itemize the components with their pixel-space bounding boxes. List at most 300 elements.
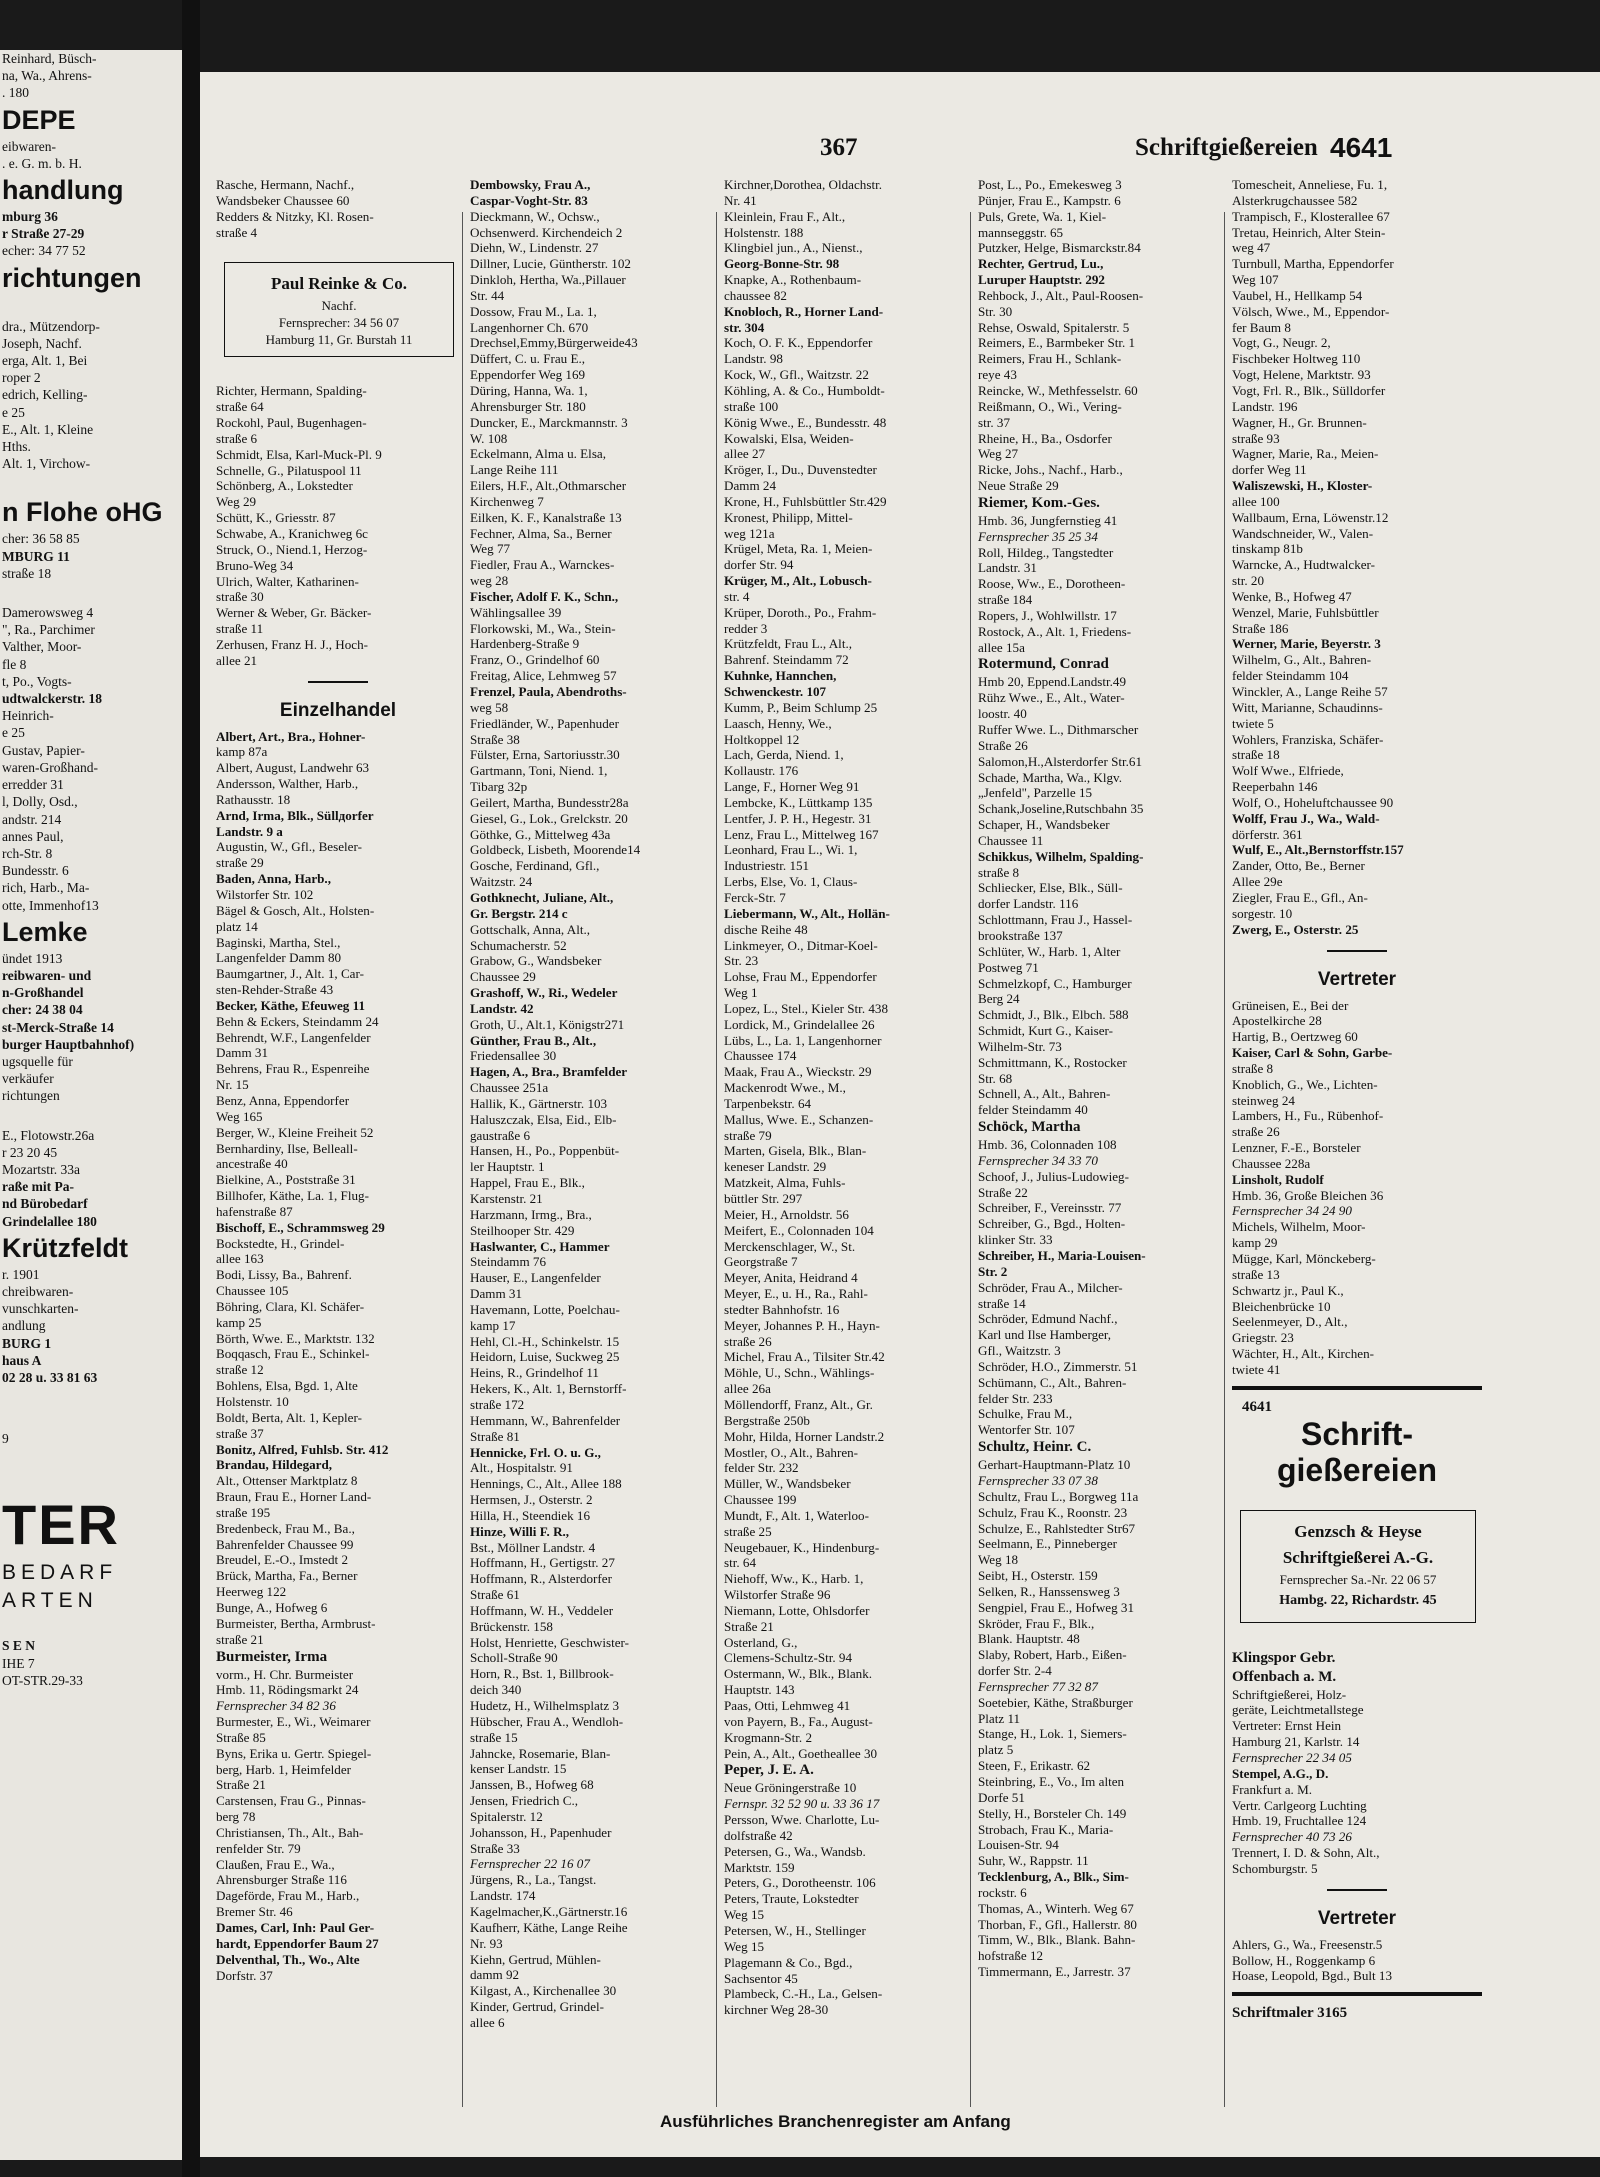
- left-page-line: r. 1901: [2, 1266, 40, 1282]
- directory-entry: gaustraße 6: [470, 1127, 530, 1143]
- directory-entry: Wentorfer Str. 107: [978, 1422, 1075, 1438]
- left-page-line: [0, 472, 182, 494]
- directory-entry: Chaussee 228a: [1232, 1155, 1311, 1171]
- directory-entry: twiete 5: [1232, 715, 1274, 731]
- directory-entry: Langenfelder Damm 80: [216, 950, 342, 966]
- directory-entry: platz 5: [978, 1742, 1014, 1758]
- left-page-line: e 25: [2, 725, 25, 741]
- advertisement-line: Fernsprecher Sa.-Nr. 22 06 57: [1279, 1571, 1437, 1587]
- directory-entry: Hoffmann, H., Gertigstr. 27: [470, 1555, 615, 1571]
- directory-entry: Hmb. 11, Rödingsmarkt 24: [216, 1682, 359, 1698]
- directory-entry: Neugebauer, K., Hindenburg-: [724, 1539, 880, 1555]
- directory-entry: Wolf Wwe., Elfriede,: [1232, 763, 1344, 779]
- category-number: 4641: [1242, 1398, 1272, 1415]
- directory-entry: Augustin, W., Gfl., Beseler-: [216, 839, 362, 855]
- directory-entry: kamp 17: [470, 1317, 516, 1333]
- directory-entry: Müller, W., Wandsbeker: [724, 1476, 851, 1492]
- directory-entry: Schöck, Martha: [978, 1119, 1081, 1136]
- directory-entry: Strobach, Frau K., Maria-: [978, 1821, 1114, 1837]
- directory-entry: Bredenbeck, Frau M., Ba.,: [216, 1520, 355, 1536]
- directory-entry: Hartig, B., Oertzweg 60: [1232, 1029, 1358, 1045]
- directory-entry: Skröder, Frau F., Blk.,: [978, 1615, 1095, 1631]
- left-page-line: MBURG 11: [2, 548, 70, 564]
- directory-column-1: [216, 177, 460, 2157]
- left-page-line: ARTEN: [2, 1589, 98, 1613]
- directory-entry: Michels, Wilhelm, Moor-: [1232, 1219, 1366, 1235]
- directory-entry: Vogt, Helene, Marktstr. 93: [1232, 367, 1371, 383]
- directory-entry: Wulf, E., Alt.,Bernstorffstr.157: [1232, 842, 1404, 858]
- left-page-line: rch-Str. 8: [2, 845, 53, 861]
- directory-entry: Reimers, E., Barmbeker Str. 1: [978, 335, 1136, 351]
- directory-entry: Baginski, Martha, Stel.,: [216, 934, 341, 950]
- directory-entry: Offenbach a. M.: [1232, 1668, 1337, 1685]
- directory-entry: Karl und Ilse Hamberger,: [978, 1327, 1112, 1343]
- directory-entry: Petersen, W., H., Stellinger: [724, 1922, 866, 1938]
- directory-entry: Mallus, Wwe. E., Schanzen-: [724, 1111, 874, 1127]
- directory-entry: Behrens, Frau R., Espenreihe: [216, 1061, 370, 1077]
- directory-entry: Scholl-Straße 90: [470, 1650, 558, 1666]
- directory-entry: Schönberg, A., Lokstedter: [216, 478, 353, 494]
- directory-entry: Vogt, Frl. R., Blk., Sülldorfer: [1232, 382, 1386, 398]
- directory-entry: Schultz, Frau L., Borgweg 11a: [978, 1488, 1139, 1504]
- directory-entry: Benz, Anna, Eppendorfer: [216, 1092, 350, 1108]
- directory-entry: Damm 31: [216, 1045, 269, 1061]
- directory-entry: kamp 25: [216, 1314, 262, 1330]
- directory-entry: Schwenckestr. 107: [724, 684, 827, 699]
- directory-entry: Reeperbahn 146: [1232, 779, 1318, 795]
- directory-entry: Hardenberg-Straße 9: [470, 636, 580, 652]
- directory-entry: kamp 87a: [216, 744, 268, 760]
- directory-entry: Knobloch, R., Horner Land-: [724, 303, 884, 319]
- directory-entry: Straße 21: [724, 1618, 774, 1634]
- directory-entry: Diehn, W., Lindenstr. 27: [470, 240, 599, 256]
- directory-entry: Weg 107: [1232, 272, 1279, 288]
- directory-entry: allee 26a: [724, 1381, 771, 1397]
- directory-entry: dorfer Str. 2-4: [978, 1663, 1052, 1679]
- directory-entry: Str. 44: [470, 287, 505, 303]
- left-page-line: rich, Harb., Ma-: [2, 880, 90, 896]
- directory-entry: Stelly, H., Borsteler Ch. 149: [978, 1805, 1127, 1821]
- directory-entry: Fernsprecher 22 34 05: [1232, 1749, 1352, 1765]
- directory-entry: Baden, Anna, Harb.,: [216, 871, 331, 887]
- directory-entry: dorfer Landstr. 116: [978, 896, 1079, 912]
- page-header: [200, 128, 1600, 172]
- directory-entry: Gosche, Ferdinand, Gfl.,: [470, 858, 600, 874]
- directory-entry: Griegstr. 23: [1232, 1330, 1294, 1346]
- section-title: Schriftgießereien: [1135, 134, 1318, 161]
- directory-entry: Platz 11: [978, 1710, 1021, 1726]
- directory-entry: straße 29: [216, 855, 264, 871]
- directory-entry: Harzmann, Irmg., Bra.,: [470, 1206, 592, 1222]
- advertisement-line: Hamburg 11, Gr. Burstah 11: [265, 332, 413, 348]
- directory-entry: Hauser, E., Langenfelder: [470, 1270, 601, 1286]
- directory-entry: Riemer, Kom.-Ges.: [978, 494, 1100, 511]
- directory-entry: Bahrenf. Steindamm 72: [724, 652, 849, 668]
- thick-rule: [1232, 1386, 1482, 1390]
- directory-entry: Rechter, Gertrud, Lu.,: [978, 256, 1104, 272]
- directory-entry: loostr. 40: [978, 706, 1027, 722]
- directory-entry: Louisen-Str. 94: [978, 1837, 1059, 1853]
- directory-entry: Warncke, A., Hudtwalcker-: [1232, 557, 1376, 573]
- left-page-text: [0, 50, 182, 1689]
- directory-entry: Becker, Käthe, Efeuweg 11: [216, 997, 365, 1013]
- directory-entry: straße 93: [1232, 430, 1280, 446]
- directory-entry: Meifert, E., Colonnaden 104: [724, 1222, 874, 1238]
- left-page-line: Damerowsweg 4: [2, 605, 94, 621]
- directory-entry: Weg 18: [978, 1552, 1019, 1568]
- directory-entry: reye 43: [978, 367, 1017, 383]
- directory-entry: Ricke, Johs., Nachf., Harb.,: [978, 462, 1123, 478]
- directory-entry: Ropers, J., Wohlwillstr. 17: [978, 607, 1117, 623]
- directory-entry: Schwabe, A., Kranichweg 6c: [216, 525, 368, 541]
- directory-entry: Hekers, K., Alt. 1, Bernstorff-: [470, 1381, 627, 1397]
- directory-entry: Straße 186: [1232, 620, 1289, 636]
- directory-entry: Landstr. 42: [470, 1000, 534, 1016]
- directory-entry: Chaussee 105: [216, 1283, 289, 1299]
- left-page-line: waren-Großhand-: [2, 759, 98, 775]
- page-number: 367: [820, 134, 858, 161]
- directory-entry: Bollow, H., Roggenkamp 6: [1232, 1952, 1376, 1968]
- directory-entry: Krone, H., Fuhlsbüttler Str.429: [724, 493, 887, 509]
- directory-entry: felder Steindamm 40: [978, 1102, 1088, 1118]
- left-page-line: annes Paul,: [2, 828, 64, 844]
- directory-column-5: [1232, 177, 1482, 2157]
- left-page-line: otte, Immenhof13: [2, 897, 99, 913]
- directory-entry: Behrendt, W.F., Langenfelder: [216, 1029, 371, 1045]
- directory-entry: Lembcke, K., Lüttkamp 135: [724, 794, 873, 810]
- directory-entry: dorfer Str. 94: [724, 557, 794, 573]
- directory-entry: Ferck-Str. 7: [724, 889, 786, 905]
- directory-entry: Möllendorff, Franz, Alt., Gr.: [724, 1396, 873, 1412]
- directory-entry: Hübscher, Frau A., Wendloh-: [470, 1713, 624, 1729]
- directory-entry: straße 4: [216, 224, 258, 240]
- directory-entry: Weg 165: [216, 1108, 263, 1124]
- directory-entry: Schoof, J., Julius-Ludowieg-: [978, 1168, 1129, 1184]
- directory-entry: Luruper Hauptstr. 292: [978, 272, 1105, 288]
- directory-entry: Janssen, B., Hofweg 68: [470, 1777, 594, 1793]
- directory-entry: vorm., H. Chr. Burmeister: [216, 1666, 354, 1682]
- category-title: gießereien: [1276, 1451, 1438, 1488]
- directory-entry: straße 14: [978, 1295, 1026, 1311]
- directory-entry: Chaussee 11: [978, 832, 1044, 848]
- directory-entry: dische Reihe 48: [724, 921, 808, 937]
- directory-entry: Straße 85: [216, 1729, 266, 1745]
- left-page-line: echer: 34 77 52: [2, 243, 86, 259]
- left-page-line: st-Merck-Straße 14: [2, 1019, 114, 1035]
- directory-entry: Steindamm 76: [470, 1254, 547, 1270]
- left-page-line: richtungen: [2, 1088, 60, 1104]
- directory-entry: Schröder, Frau A., Milcher-: [978, 1279, 1123, 1295]
- directory-entry: allee 21: [216, 652, 258, 668]
- directory-entry: redder 3: [724, 620, 768, 636]
- directory-entry: Schulke, Frau M.,: [978, 1406, 1073, 1422]
- directory-entry: Dieckmann, W., Ochsw.,: [470, 208, 600, 224]
- directory-entry: Lohse, Frau M., Eppendorfer: [724, 969, 877, 985]
- directory-entry: Jensen, Friedrich C.,: [470, 1793, 579, 1809]
- directory-entry: Str. 68: [978, 1070, 1013, 1086]
- directory-entry: Bodi, Lissy, Ba., Bahrenf.: [216, 1267, 352, 1283]
- directory-entry: Zerhusen, Franz H. J., Hoch-: [216, 636, 368, 652]
- directory-entry: Salomon,H.,Alsterdorfer Str.61: [978, 753, 1143, 769]
- directory-entry: Waitzstr. 24: [470, 874, 533, 890]
- directory-entry: Landstr. 98: [724, 351, 783, 367]
- directory-entry: Lordick, M., Grindelallee 26: [724, 1016, 875, 1032]
- directory-entry: Landstr. 196: [1232, 398, 1298, 414]
- left-page-line: S E N: [2, 1638, 36, 1654]
- directory-entry: Heins, R., Grindelhof 11: [470, 1365, 599, 1381]
- directory-entry: Rockohl, Paul, Bugenhagen-: [216, 415, 367, 431]
- directory-column-4: [978, 177, 1222, 2157]
- directory-entry: Kuhnke, Hannchen,: [724, 668, 837, 684]
- directory-entry: Eilers, H.F., Alt.,Othmarscher: [470, 478, 627, 494]
- advertisement-line: Nachf.: [321, 298, 357, 314]
- directory-entry: Richter, Hermann, Spalding-: [216, 383, 367, 399]
- directory-entry: Straße 38: [470, 731, 520, 747]
- directory-entry: Rheine, H., Ba., Osdorfer: [978, 430, 1112, 446]
- directory-entry: straße 37: [216, 1425, 264, 1441]
- directory-entry: Schmittmann, K., Rostocker: [978, 1054, 1127, 1070]
- directory-entry: Hmb 20, Eppend.Landstr.49: [978, 674, 1127, 690]
- directory-entry: Hallik, K., Gärtnerstr. 103: [470, 1095, 608, 1111]
- directory-entry: Hauptstr. 143: [724, 1682, 795, 1698]
- left-page-line: udtwalckerstr. 18: [2, 691, 102, 707]
- directory-entry: Schlottmann, Frau J., Hassel-: [978, 912, 1133, 928]
- directory-entry: Allee 29e: [1232, 874, 1283, 890]
- directory-entry: Bonitz, Alfred, Fuhlsb. Str. 412: [216, 1441, 389, 1457]
- directory-entry: Krützfeldt, Frau L., Alt.,: [724, 636, 853, 652]
- directory-entry: Karstenstr. 21: [470, 1191, 543, 1206]
- directory-entry: allee 163: [216, 1251, 264, 1267]
- directory-entry: Holst, Henriette, Geschwister-: [470, 1634, 629, 1650]
- left-page-line: BEDARF: [2, 1561, 118, 1585]
- left-page-line: dra., Mützendorp-: [2, 318, 100, 334]
- directory-entry: Gfl., Waitzstr. 3: [978, 1343, 1061, 1359]
- directory-entry: straße 100: [724, 398, 779, 414]
- left-page-line: Krützfeldt: [2, 1232, 128, 1263]
- directory-entry: Johansson, H., Papenhuder: [470, 1824, 612, 1840]
- directory-entry: Fülster, Erna, Sartoriusstr.30: [470, 747, 620, 763]
- directory-entry: Baumgartner, J., Alt. 1, Car-: [216, 966, 364, 982]
- left-page-line: 9: [2, 1431, 9, 1447]
- directory-entry: Timm, W., Blk., Blank. Bahn-: [978, 1932, 1136, 1948]
- directory-entry: Chaussee 29: [470, 969, 536, 985]
- directory-entry: Eckelmann, Alma u. Elsa,: [470, 446, 606, 462]
- directory-entry: Grüneisen, E., Bei der: [1232, 997, 1349, 1013]
- directory-entry: Dageförde, Frau M., Harb.,: [216, 1888, 360, 1904]
- directory-entry: Straße 21: [216, 1777, 266, 1793]
- directory-entry: Bremer Str. 46: [216, 1904, 293, 1920]
- directory-entry: Schade, Martha, Wa., Klgv.: [978, 769, 1123, 785]
- left-page-line: handlung: [2, 175, 124, 206]
- advertisement-line: Schriftgießerei A.-G.: [1282, 1547, 1434, 1567]
- directory-entry: Holstenstr. 10: [216, 1394, 289, 1409]
- directory-entry: Rehse, Oswald, Spitalerstr. 5: [978, 319, 1130, 335]
- directory-entry: Fischer, Adolf F. K., Schn.,: [470, 588, 619, 604]
- directory-entry: Rathausstr. 18: [216, 791, 291, 807]
- advertisement-line: Genzsch & Heyse: [1294, 1521, 1422, 1541]
- directory-entry: Fernsprecher 22 16 07: [470, 1856, 590, 1872]
- directory-entry: Wilstorfer Str. 102: [216, 887, 314, 902]
- directory-entry: Freitag, Alice, Lehmweg 57: [470, 668, 617, 684]
- directory-entry: stedter Bahnhofstr. 16: [724, 1301, 840, 1317]
- directory-entry: Holstenstr. 188: [724, 224, 804, 240]
- directory-entry: Ahrensburger Straße 116: [216, 1872, 347, 1888]
- directory-entry: Florkowski, M., Wa., Stein-: [470, 620, 616, 636]
- directory-entry: steinweg 24: [1232, 1092, 1295, 1108]
- directory-entry: Laasch, Henny, We.,: [724, 715, 832, 731]
- directory-entry: chaussee 82: [724, 287, 787, 303]
- directory-entry: Sengpiel, Frau E., Hofweg 31: [978, 1599, 1135, 1615]
- left-page-line: Gustav, Papier-: [2, 742, 85, 758]
- left-page-line: E., Alt. 1, Kleine: [2, 421, 94, 437]
- directory-entry: Schmidt, Elsa, Karl-Muck-Pl. 9: [216, 446, 382, 462]
- directory-entry: Stange, H., Lok. 1, Siemers-: [978, 1726, 1127, 1742]
- directory-entry: Tomescheit, Anneliese, Fu. 1,: [1232, 177, 1388, 192]
- directory-entry: straße 12: [216, 1362, 264, 1378]
- directory-entry: Franz, O., Grindelhof 60: [470, 652, 600, 668]
- directory-entry: Börth, Wwe. E., Marktstr. 132: [216, 1330, 375, 1346]
- directory-entry: Niemann, Lotte, Ohlsdorfer: [724, 1602, 870, 1618]
- directory-entry: Hehl, Cl.-H., Schinkelstr. 15: [470, 1333, 620, 1349]
- column-divider: [970, 212, 971, 2107]
- directory-entry: Hmb. 19, Fruchtallee 124: [1232, 1813, 1367, 1829]
- directory-entry: Schumacherstr. 52: [470, 937, 567, 953]
- directory-entry: Soetebier, Käthe, Straßburger: [978, 1694, 1133, 1710]
- directory-entry: Ulrich, Walter, Katharinen-: [216, 573, 359, 589]
- directory-entry: felder Steindamm 104: [1232, 668, 1349, 684]
- directory-entry: Linsholt, Rudolf: [1232, 1171, 1324, 1187]
- directory-entry: Marten, Gisela, Blk., Blan-: [724, 1143, 867, 1159]
- directory-entry: Weg 77: [470, 541, 511, 557]
- directory-entry: von Payern, B., Fa., August-: [724, 1713, 873, 1729]
- left-page-line: Reinhard, Büsch-: [2, 51, 97, 66]
- directory-entry: kamp 29: [1232, 1235, 1278, 1251]
- directory-entry: Burmeister, Bertha, Armbrust-: [216, 1615, 376, 1631]
- directory-entry: Landstr. 174: [470, 1888, 536, 1904]
- directory-entry: Clemens-Schultz-Str. 94: [724, 1650, 853, 1666]
- directory-entry: Lopez, L., Stel., Kieler Str. 438: [724, 1000, 889, 1016]
- directory-entry: Mügge, Karl, Mönckeberg-: [1232, 1251, 1376, 1266]
- directory-entry: Landstr. 9 a: [216, 823, 283, 839]
- left-page-line: Joseph, Nachf.: [2, 335, 82, 351]
- page-footer: Ausführliches Branchenregister am Anfang: [660, 2112, 1011, 2131]
- left-page-line: Hths.: [2, 439, 31, 455]
- directory-entry: brookstraße 137: [978, 927, 1063, 943]
- directory-entry: Dames, Carl, Inh: Paul Ger-: [216, 1920, 375, 1935]
- left-page-line: r 23 20 45: [2, 1144, 58, 1160]
- directory-entry: Struck, O., Niend.1, Herzog-: [216, 541, 368, 557]
- book-gutter: [182, 0, 200, 2177]
- directory-entry: Friedländer, W., Papenhuder: [470, 715, 619, 731]
- directory-entry: hardt, Eppendorfer Baum 27: [216, 1935, 379, 1951]
- directory-entry: Schreiber, H., Maria-Louisen-: [978, 1248, 1146, 1263]
- directory-entry: Schulze, E., Rahlstedter Str67: [978, 1520, 1136, 1536]
- left-page-line: TER: [2, 1493, 120, 1557]
- directory-entry: Ziegler, Frau E., Gfl., An-: [1232, 889, 1368, 905]
- directory-entry: str. 64: [724, 1555, 757, 1571]
- directory-entry: W. 108: [470, 430, 508, 446]
- left-page-line: E., Flotowstr.26a: [2, 1127, 95, 1143]
- directory-entry: Hilla, H., Steendiek 16: [470, 1507, 591, 1523]
- left-page-line: mburg 36: [2, 209, 58, 225]
- directory-entry: Albert, Art., Bra., Hohner-: [216, 728, 366, 744]
- directory-entry: Peters, Traute, Lokstedter: [724, 1891, 859, 1907]
- directory-entry: Neue Gröningerstraße 10: [724, 1780, 857, 1796]
- directory-entry: Bernhardiny, Ilse, Belleall-: [216, 1140, 358, 1156]
- left-page-line: roper 2: [2, 370, 41, 386]
- directory-entry: Slaby, Robert, Harb., Eißen-: [978, 1647, 1127, 1663]
- directory-entry: Winckler, A., Lange Reihe 57: [1232, 684, 1388, 699]
- directory-entry: Blank. Hauptstr. 48: [978, 1631, 1080, 1647]
- directory-entry: Hemmann, W., Bahrenfelder: [470, 1412, 621, 1428]
- directory-entry: Mackenrodt Wwe., M.,: [724, 1080, 846, 1096]
- directory-entry: Düring, Hanna, Wa. 1,: [470, 382, 588, 398]
- directory-entry: Grabow, G., Wandsbeker: [470, 953, 602, 969]
- directory-entry: allee 27: [724, 446, 766, 462]
- directory-entry: Tibarg 32p: [470, 779, 528, 795]
- directory-entry: berg, Harb. 1, Heimfelder: [216, 1761, 352, 1777]
- left-page-line: andlung: [2, 1318, 46, 1334]
- directory-entry: Berger, W., Kleine Freiheit 52: [216, 1124, 374, 1140]
- directory-entry: Caspar-Voght-Str. 83: [470, 192, 588, 208]
- directory-entry: Klingspor Gebr.: [1232, 1649, 1336, 1666]
- directory-entry: Lange Reihe 111: [470, 462, 559, 478]
- directory-entry: Holtkoppel 12: [724, 731, 800, 747]
- directory-entry: Petersen, G., Wa., Wandsb.: [724, 1843, 866, 1859]
- directory-entry: Schriftgießerei, Holz-: [1232, 1686, 1347, 1702]
- directory-entry: Knoblich, G., We., Lichten-: [1232, 1076, 1378, 1092]
- thick-rule: [1232, 1992, 1482, 1996]
- directory-entry: berg 78: [216, 1809, 256, 1825]
- directory-entry: Hudetz, H., Wilhelmsplatz 3: [470, 1698, 620, 1713]
- directory-entry: Georgstraße 7: [724, 1254, 798, 1270]
- directory-entry: Lenz, Frau L., Mittelweg 167: [724, 826, 879, 842]
- directory-entry: str. 20: [1232, 573, 1265, 589]
- directory-entry: Kagelmacher,K.,Gärtnerstr.16: [470, 1903, 628, 1919]
- directory-entry: Alt., Ottenser Marktplatz 8: [216, 1473, 358, 1489]
- directory-entry: Eilken, K. F., Kanalstraße 13: [470, 509, 622, 525]
- directory-entry: straße 8: [978, 864, 1020, 880]
- directory-entry: Albert, August, Landwehr 63: [216, 760, 370, 776]
- directory-entry: Osterland, G.,: [724, 1634, 798, 1650]
- directory-entry: Berg 24: [978, 991, 1020, 1007]
- directory-entry: Möhle, U., Schn., Wählings-: [724, 1365, 875, 1381]
- left-page-line: fle 8: [2, 656, 27, 672]
- directory-entry: Chaussee 199: [724, 1492, 797, 1508]
- directory-entry: Weg 29: [216, 494, 257, 510]
- directory-entry: Kirchner,Dorothea, Oldachstr.: [724, 177, 883, 192]
- left-page-line: t, Po., Vogts-: [2, 673, 72, 689]
- directory-entry: straße 30: [216, 589, 264, 605]
- section-separator: [1327, 1889, 1387, 1891]
- directory-entry: dolfstraße 42: [724, 1827, 793, 1843]
- directory-entry: Friedensallee 30: [470, 1048, 557, 1064]
- directory-entry: Tretau, Heinrich, Alter Stein-: [1232, 224, 1386, 240]
- directory-entry: Fernsprecher 35 25 34: [978, 528, 1098, 544]
- directory-entry: Suhr, W., Rappstr. 11: [978, 1853, 1089, 1869]
- directory-entry: mannseggstr. 65: [978, 224, 1064, 240]
- directory-entry: Leonhard, Frau L., Wi. 1,: [724, 842, 858, 858]
- left-page-line: [0, 1615, 182, 1637]
- directory-entry: Bockstedte, H., Grindel-: [216, 1235, 345, 1251]
- directory-entry: Kleinlein, Frau F., Alt.,: [724, 208, 846, 224]
- left-page-line: andstr. 214: [2, 811, 62, 827]
- directory-entry: Nr. 93: [470, 1935, 503, 1951]
- directory-entry: Wenke, B., Hofweg 47: [1232, 588, 1352, 604]
- directory-entry: Dorfe 51: [978, 1789, 1025, 1805]
- directory-entry: Fischbeker Holtweg 110: [1232, 351, 1361, 367]
- directory-entry: Chaussee 251a: [470, 1080, 549, 1096]
